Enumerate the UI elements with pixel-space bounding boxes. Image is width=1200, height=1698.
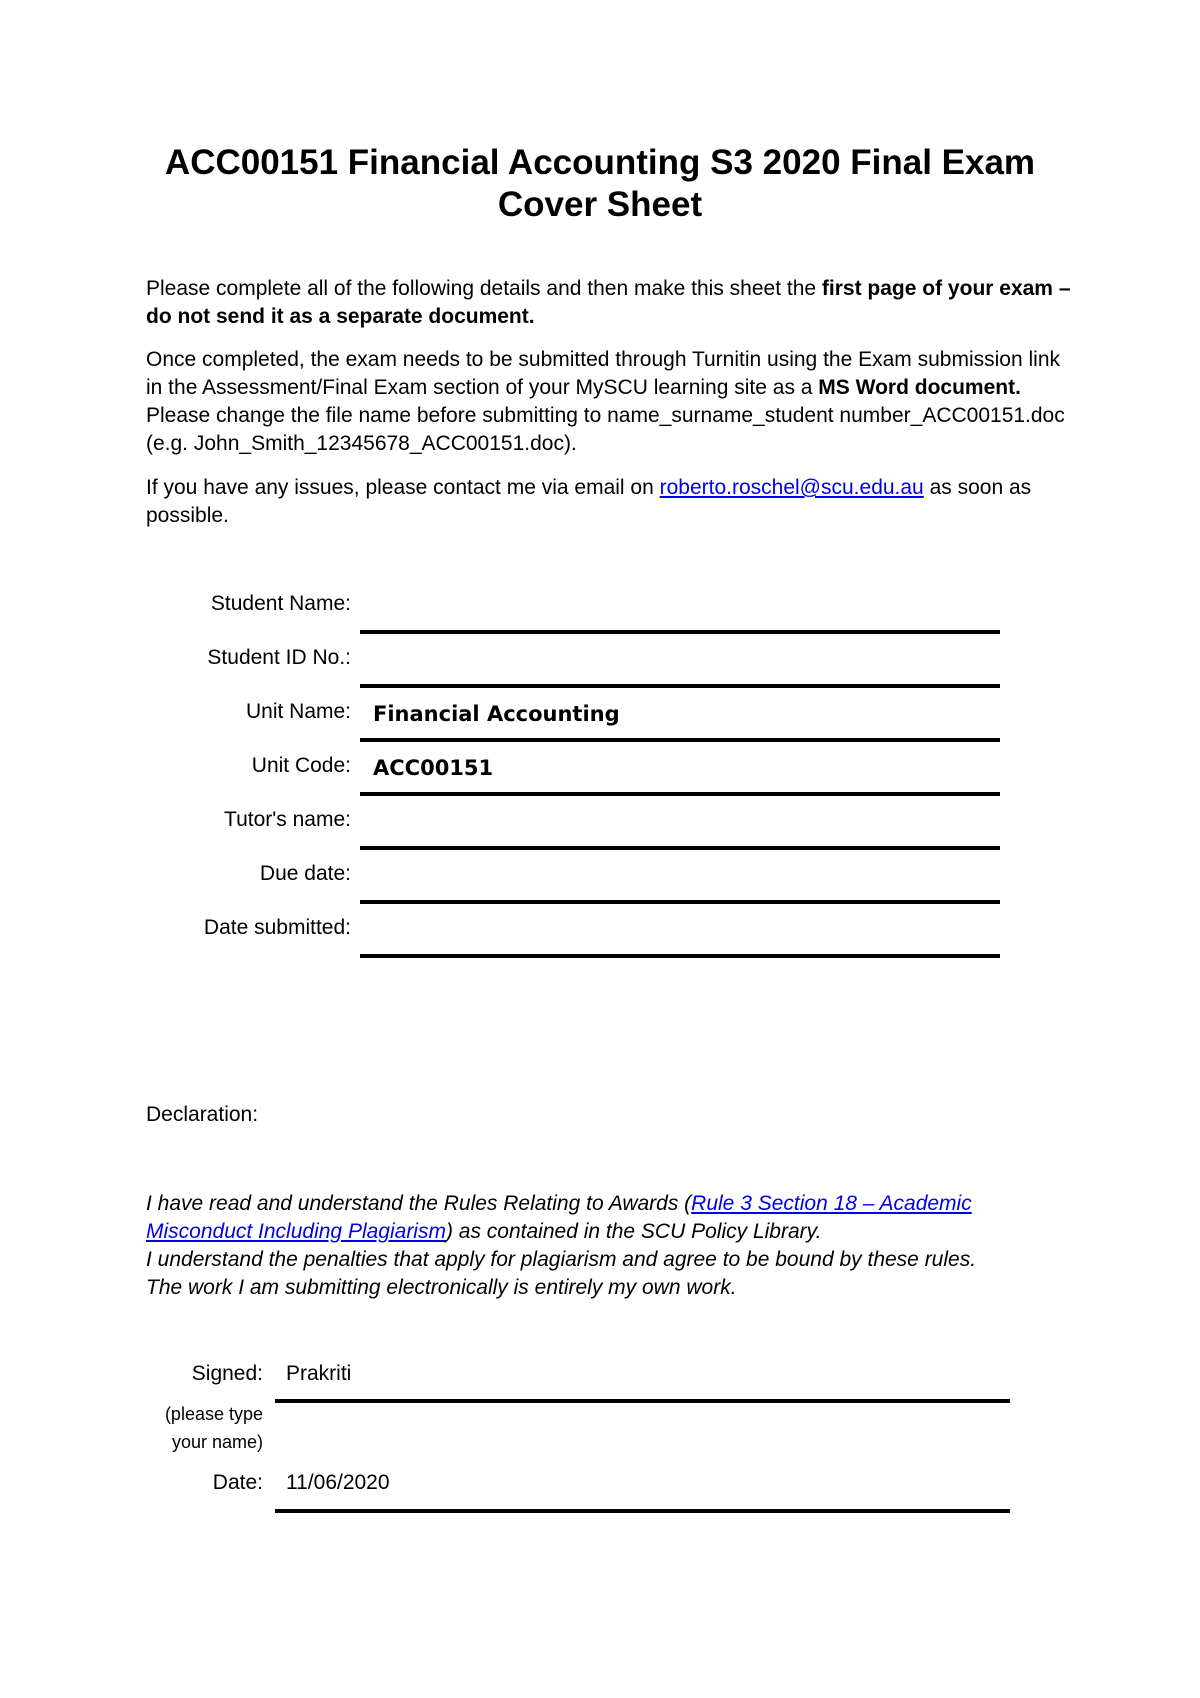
tutor-name-label: Tutor's name: <box>224 808 351 831</box>
submission-text-2: Please change the file name before submitting to name_surname_student number_ACC00151.doc (e.g. John_Smith_12345678_ACC00151.doc). <box>146 404 1065 455</box>
unit-code-label: Unit Code: <box>251 754 351 777</box>
submission-text-1: Once completed, the exam needs to be submitted through Turnitin using the Exam submission link in the Assessment/Final Exam section of your MySCU learning site as a <box>146 348 1060 399</box>
tutor-name-line <box>360 846 1000 850</box>
instructions-text: Please complete all of the following details and then make this sheet the <box>146 277 822 300</box>
date-label: Date: <box>212 1471 263 1494</box>
declaration-line-1-post: ) as contained in the SCU Policy Library. <box>445 1220 822 1243</box>
contact-email-link[interactable]: roberto.roschel@scu.edu.au <box>659 476 924 499</box>
contact-text-1: If you have any issues, please contact me via email on <box>146 476 660 499</box>
title-line-2: Cover Sheet <box>497 185 703 224</box>
signed-name-field[interactable]: Prakriti <box>286 1362 352 1385</box>
unit-code-line <box>360 792 1000 796</box>
submission-emphasis: MS Word document. <box>818 376 1021 399</box>
signed-line <box>275 1399 1010 1403</box>
date-submitted-row <box>0 914 1200 968</box>
signed-hint-line-1: (please type <box>164 1404 263 1424</box>
instructions-paragraph <box>146 275 1076 331</box>
due-date-label: Due date: <box>259 862 351 885</box>
unit-name-label: Unit Name: <box>245 700 351 723</box>
signed-hint-line-2: your name) <box>171 1432 263 1452</box>
date-line <box>275 1509 1010 1513</box>
date-submitted-line <box>360 954 1000 958</box>
date-field[interactable]: 11/06/2020 <box>286 1471 390 1494</box>
tutor-name-row <box>0 806 1200 860</box>
student-id-line <box>360 684 1000 688</box>
student-name-line <box>360 630 1000 634</box>
student-name-label: Student Name: <box>210 592 351 615</box>
instructions-emphasis: first page of your exam – do not send it as a separate document. <box>146 277 1071 328</box>
submission-paragraph <box>146 346 1076 458</box>
unit-name-row <box>0 698 1200 752</box>
declaration-line-1-pre: I have read and understand the Rules Relating to Awards ( <box>146 1192 692 1215</box>
due-date-line <box>360 900 1000 904</box>
contact-paragraph <box>146 474 1076 530</box>
signed-label: Signed: <box>191 1362 263 1385</box>
student-id-label: Student ID No.: <box>207 646 351 669</box>
unit-name-field[interactable]: Financial Accounting <box>373 702 620 726</box>
document-title <box>100 142 1100 226</box>
contact-text-2: as soon as possible. <box>146 476 1032 527</box>
unit-name-line <box>360 738 1000 742</box>
declaration-line-2: I understand the penalties that apply for plagiarism and agree to be bound by these rules. <box>146 1248 977 1271</box>
declaration-line-3: The work I am submitting electronically is entirely my own work. <box>146 1276 737 1299</box>
academic-misconduct-link[interactable]: Rule 3 Section 18 – Academic Misconduct Including Plagiarism <box>146 1192 972 1243</box>
date-submitted-label: Date submitted: <box>203 916 351 939</box>
declaration-heading: Declaration: <box>146 1103 259 1126</box>
due-date-row <box>0 860 1200 914</box>
unit-code-row <box>0 752 1200 806</box>
student-name-row <box>0 590 1200 644</box>
unit-code-field[interactable]: ACC00151 <box>373 756 494 780</box>
title-line-1: ACC00151 Financial Accounting S3 2020 Final Exam <box>164 143 1036 182</box>
signed-hint <box>165 1400 263 1456</box>
declaration-text <box>146 1190 1076 1302</box>
student-id-row <box>0 644 1200 698</box>
